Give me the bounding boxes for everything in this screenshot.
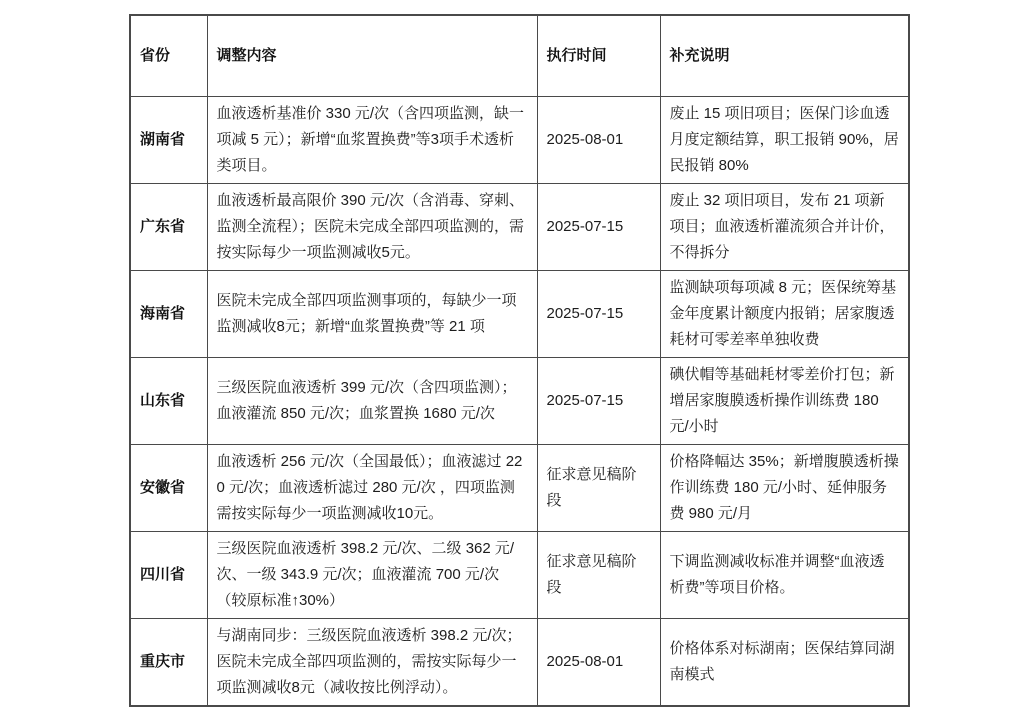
cell-time: 2025-07-15 xyxy=(537,270,660,357)
cell-notes: 下调监测减收标准并调整“血液透析费”等项目价格。 xyxy=(660,531,909,618)
cell-province: 湖南省 xyxy=(130,96,207,183)
cell-content: 三级医院血液透析 398.2 元/次、二级 362 元/次、一级 343.9 元/次；血液灌流 700 元/次（较原标准↑30%） xyxy=(207,531,537,618)
cell-time: 2025-08-01 xyxy=(537,618,660,706)
header-row xyxy=(130,15,909,96)
cell-province: 安徽省 xyxy=(130,444,207,531)
cell-time: 2025-07-15 xyxy=(537,357,660,444)
table-row xyxy=(130,357,909,444)
cell-province: 广东省 xyxy=(130,183,207,270)
cell-notes: 废止 32 项旧项目，发布 21 项新项目；血液透析灌流须合并计价，不得拆分 xyxy=(660,183,909,270)
dialysis-price-table xyxy=(129,14,910,707)
cell-notes: 碘伏帽等基础耗材零差价打包；新增居家腹膜透析操作训练费 180 元/小时 xyxy=(660,357,909,444)
cell-time: 2025-07-15 xyxy=(537,183,660,270)
header-cell-notes: 补充说明 xyxy=(660,15,909,96)
cell-content: 血液透析基准价 330 元/次（含四项监测，缺一项减 5 元）；新增“血浆置换费”等3项手术透析类项目。 xyxy=(207,96,537,183)
cell-content: 与湖南同步：三级医院血液透析 398.2 元/次；医院未完成全部四项监测的，需按实际每少一项监测减收8元（减收按比例浮动）。 xyxy=(207,618,537,706)
cell-notes: 价格降幅达 35%；新增腹膜透析操作训练费 180 元/小时、延伸服务费 980 元/月 xyxy=(660,444,909,531)
table-row xyxy=(130,270,909,357)
table-row xyxy=(130,444,909,531)
header-cell-content: 调整内容 xyxy=(207,15,537,96)
table-row xyxy=(130,531,909,618)
cell-time: 2025-08-01 xyxy=(537,96,660,183)
cell-notes: 废止 15 项旧项目；医保门诊血透月度定额结算，职工报销 90%，居民报销 80% xyxy=(660,96,909,183)
header-cell-province: 省份 xyxy=(130,15,207,96)
cell-time: 征求意见稿阶段 xyxy=(537,531,660,618)
cell-province: 四川省 xyxy=(130,531,207,618)
cell-notes: 监测缺项每项减 8 元；医保统筹基金年度累计额度内报销；居家腹透耗材可零差率单独收费 xyxy=(660,270,909,357)
cell-notes: 价格体系对标湖南；医保结算同湖南模式 xyxy=(660,618,909,706)
cell-content: 医院未完成全部四项监测事项的，每缺少一项监测减收8元；新增“血浆置换费”等 21 项 xyxy=(207,270,537,357)
table-row xyxy=(130,183,909,270)
cell-province: 海南省 xyxy=(130,270,207,357)
cell-time: 征求意见稿阶段 xyxy=(537,444,660,531)
dialysis-price-table-container xyxy=(129,14,910,707)
cell-province: 重庆市 xyxy=(130,618,207,706)
table-row xyxy=(130,618,909,706)
table-row xyxy=(130,96,909,183)
cell-province: 山东省 xyxy=(130,357,207,444)
cell-content: 血液透析 256 元/次（全国最低）；血液滤过 220 元/次；血液透析滤过 280 元/次 ，四项监测需按实际每少一项监测减收10元。 xyxy=(207,444,537,531)
cell-content: 血液透析最高限价 390 元/次（含消毒、穿刺、监测全流程）；医院未完成全部四项监测的，需按实际每少一项监测减收5元。 xyxy=(207,183,537,270)
header-cell-time: 执行时间 xyxy=(537,15,660,96)
cell-content: 三级医院血液透析 399 元/次（含四项监测）；血液灌流 850 元/次；血浆置换 1680 元/次 xyxy=(207,357,537,444)
